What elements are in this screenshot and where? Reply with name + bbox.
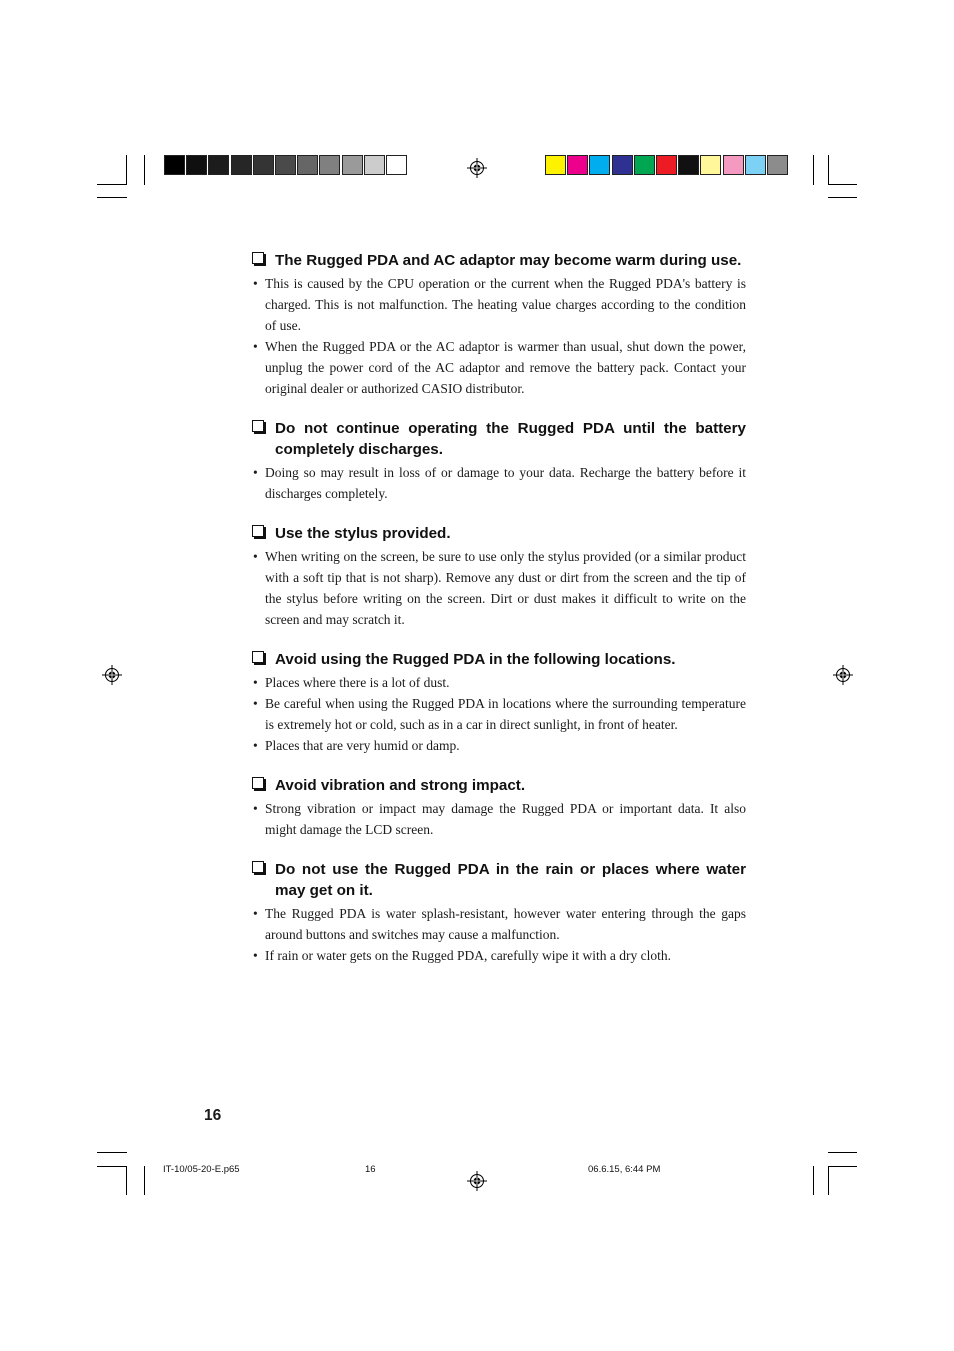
- color-swatch: [656, 155, 677, 175]
- notice-section: [251, 418, 746, 504]
- checkbox-icon: [252, 777, 264, 789]
- color-swatch: [386, 155, 407, 175]
- color-swatch: [186, 155, 207, 175]
- color-swatch: [208, 155, 229, 175]
- list-item: • Doing so may result in loss of or damage to your data. Recharge the battery before it discharges completely.: [253, 465, 746, 501]
- color-swatch: [634, 155, 655, 175]
- list-item: • Strong vibration or impact may damage the Rugged PDA or important data. It also might damage the LCD screen.: [253, 801, 746, 837]
- footer-page: 16: [365, 1164, 376, 1175]
- checkbox-icon: [252, 252, 264, 264]
- notice-section: [251, 250, 746, 399]
- color-swatch: [745, 155, 766, 175]
- list-item: • This is caused by the CPU operation or the current when the Rugged PDA's battery is charged. This is not malfunction. The heating value charges according to the condition of use.: [253, 276, 746, 333]
- section-heading: Avoid using the Rugged PDA in the following locations.: [251, 649, 746, 670]
- list-item: • If rain or water gets on the Rugged PDA, carefully wipe it with a dry cloth.: [253, 948, 672, 963]
- list-item: • The Rugged PDA is water splash-resistant, however water entering through the gaps around buttons and switches may cause a malfunction.: [253, 906, 746, 942]
- registration-mark-icon: [833, 665, 853, 685]
- checkbox-icon: [252, 420, 264, 432]
- color-swatch: [231, 155, 252, 175]
- page-content: [251, 250, 746, 985]
- footer-timestamp: 06.6.15, 6:44 PM: [588, 1164, 661, 1175]
- section-heading: The Rugged PDA and AC adaptor may become warm during use.: [251, 250, 746, 271]
- checkbox-icon: [252, 651, 264, 663]
- notice-section: [251, 859, 746, 966]
- notice-section: [251, 775, 746, 840]
- color-swatch: [164, 155, 185, 175]
- color-swatch: [767, 155, 788, 175]
- color-swatch: [545, 155, 566, 175]
- section-heading: Do not continue operating the Rugged PDA until the battery completely discharges.: [251, 418, 746, 460]
- color-swatch: [253, 155, 274, 175]
- registration-mark-icon: [467, 1171, 487, 1191]
- color-swatch: [364, 155, 385, 175]
- color-swatch: [700, 155, 721, 175]
- registration-mark-icon: [467, 158, 487, 178]
- color-swatch: [319, 155, 340, 175]
- section-heading: Use the stylus provided.: [251, 523, 746, 544]
- section-heading: Do not use the Rugged PDA in the rain or places where water may get on it.: [251, 859, 746, 901]
- color-swatch: [297, 155, 318, 175]
- list-item: • Be careful when using the Rugged PDA in locations where the surrounding temperature is extremely hot or cold, such as in a car in direct sunlight, in front of heater.: [253, 696, 746, 732]
- color-swatch: [567, 155, 588, 175]
- list-item: • When the Rugged PDA or the AC adaptor is warmer than usual, shut down the power, unplug the power cord of the AC adaptor and remove the battery pack. Contact your original dealer or authorized CASIO distributor.: [253, 339, 746, 396]
- color-swatch: [612, 155, 633, 175]
- color-swatch: [275, 155, 296, 175]
- checkbox-icon: [252, 861, 264, 873]
- color-swatch: [342, 155, 363, 175]
- list-item: • Places that are very humid or damp.: [253, 738, 460, 753]
- section-heading: Avoid vibration and strong impact.: [251, 775, 746, 796]
- list-item: • Places where there is a lot of dust.: [253, 675, 450, 690]
- list-item: • When writing on the screen, be sure to use only the stylus provided (or a similar product with a soft tip that is not sharp). Remove any dust or dirt from the screen and the tip of the stylus before writing on the screen. Dirt or dust makes it difficult to write on the screen and may scratch it.: [253, 549, 746, 627]
- checkbox-icon: [252, 525, 264, 537]
- registration-mark-icon: [102, 665, 122, 685]
- color-swatch: [678, 155, 699, 175]
- color-swatch: [589, 155, 610, 175]
- notice-section: [251, 649, 746, 756]
- footer-filename: IT-10/05-20-E.p65: [163, 1164, 240, 1175]
- color-swatch: [723, 155, 744, 175]
- page-number: 16: [204, 1107, 222, 1124]
- notice-section: [251, 523, 746, 630]
